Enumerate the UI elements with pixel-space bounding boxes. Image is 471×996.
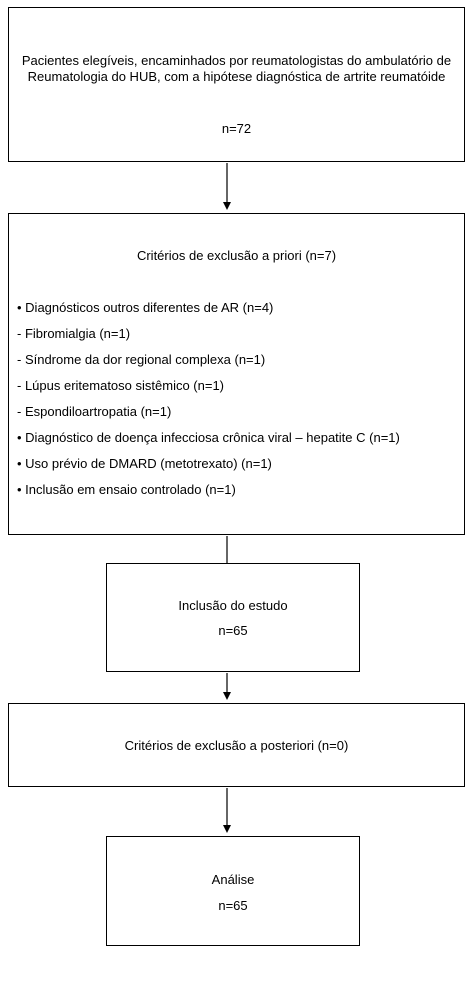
exclusion-prior-item: • Diagnóstico de doença infecciosa crônica viral – hepatite C (n=1)	[17, 430, 400, 445]
eligible-patients-count: n=72	[221, 121, 252, 136]
exclusion-prior-item: - Espondiloartropatia (n=1)	[17, 404, 172, 419]
exclusion-prior-item: - Fibromialgia (n=1)	[17, 326, 131, 341]
exclusion-prior-list	[17, 300, 460, 508]
inclusion-box	[106, 563, 360, 672]
exclusion-prior-item: - Síndrome da dor regional complexa (n=1)	[17, 352, 266, 367]
eligible-patients-description: Pacientes elegíveis, encaminhados por reumatologistas do ambulatório de Reumatologia do HUB, com a hipótese diagnóstica de artrite reumatóide	[21, 53, 452, 84]
analysis-count: n=65	[218, 898, 248, 913]
exclusion-prior-box	[8, 213, 465, 535]
analysis-box	[106, 836, 360, 946]
inclusion-count: n=65	[218, 623, 248, 638]
exclusion-posterior-box	[8, 703, 465, 787]
analysis-label: Análise	[211, 872, 255, 887]
exclusion-prior-item: • Diagnósticos outros diferentes de AR (n=4)	[17, 300, 274, 315]
exclusion-prior-item: - Lúpus eritematoso sistêmico (n=1)	[17, 378, 225, 393]
exclusion-prior-item: • Uso prévio de DMARD (metotrexato) (n=1)	[17, 456, 272, 471]
eligible-patients-box	[8, 7, 465, 162]
inclusion-label: Inclusão do estudo	[178, 598, 288, 613]
exclusion-posterior-label: Critérios de exclusão a posteriori (n=0)	[124, 738, 349, 753]
exclusion-prior-title: Critérios de exclusão a priori (n=7)	[136, 248, 337, 263]
exclusion-prior-item: • Inclusão em ensaio controlado (n=1)	[17, 482, 236, 497]
